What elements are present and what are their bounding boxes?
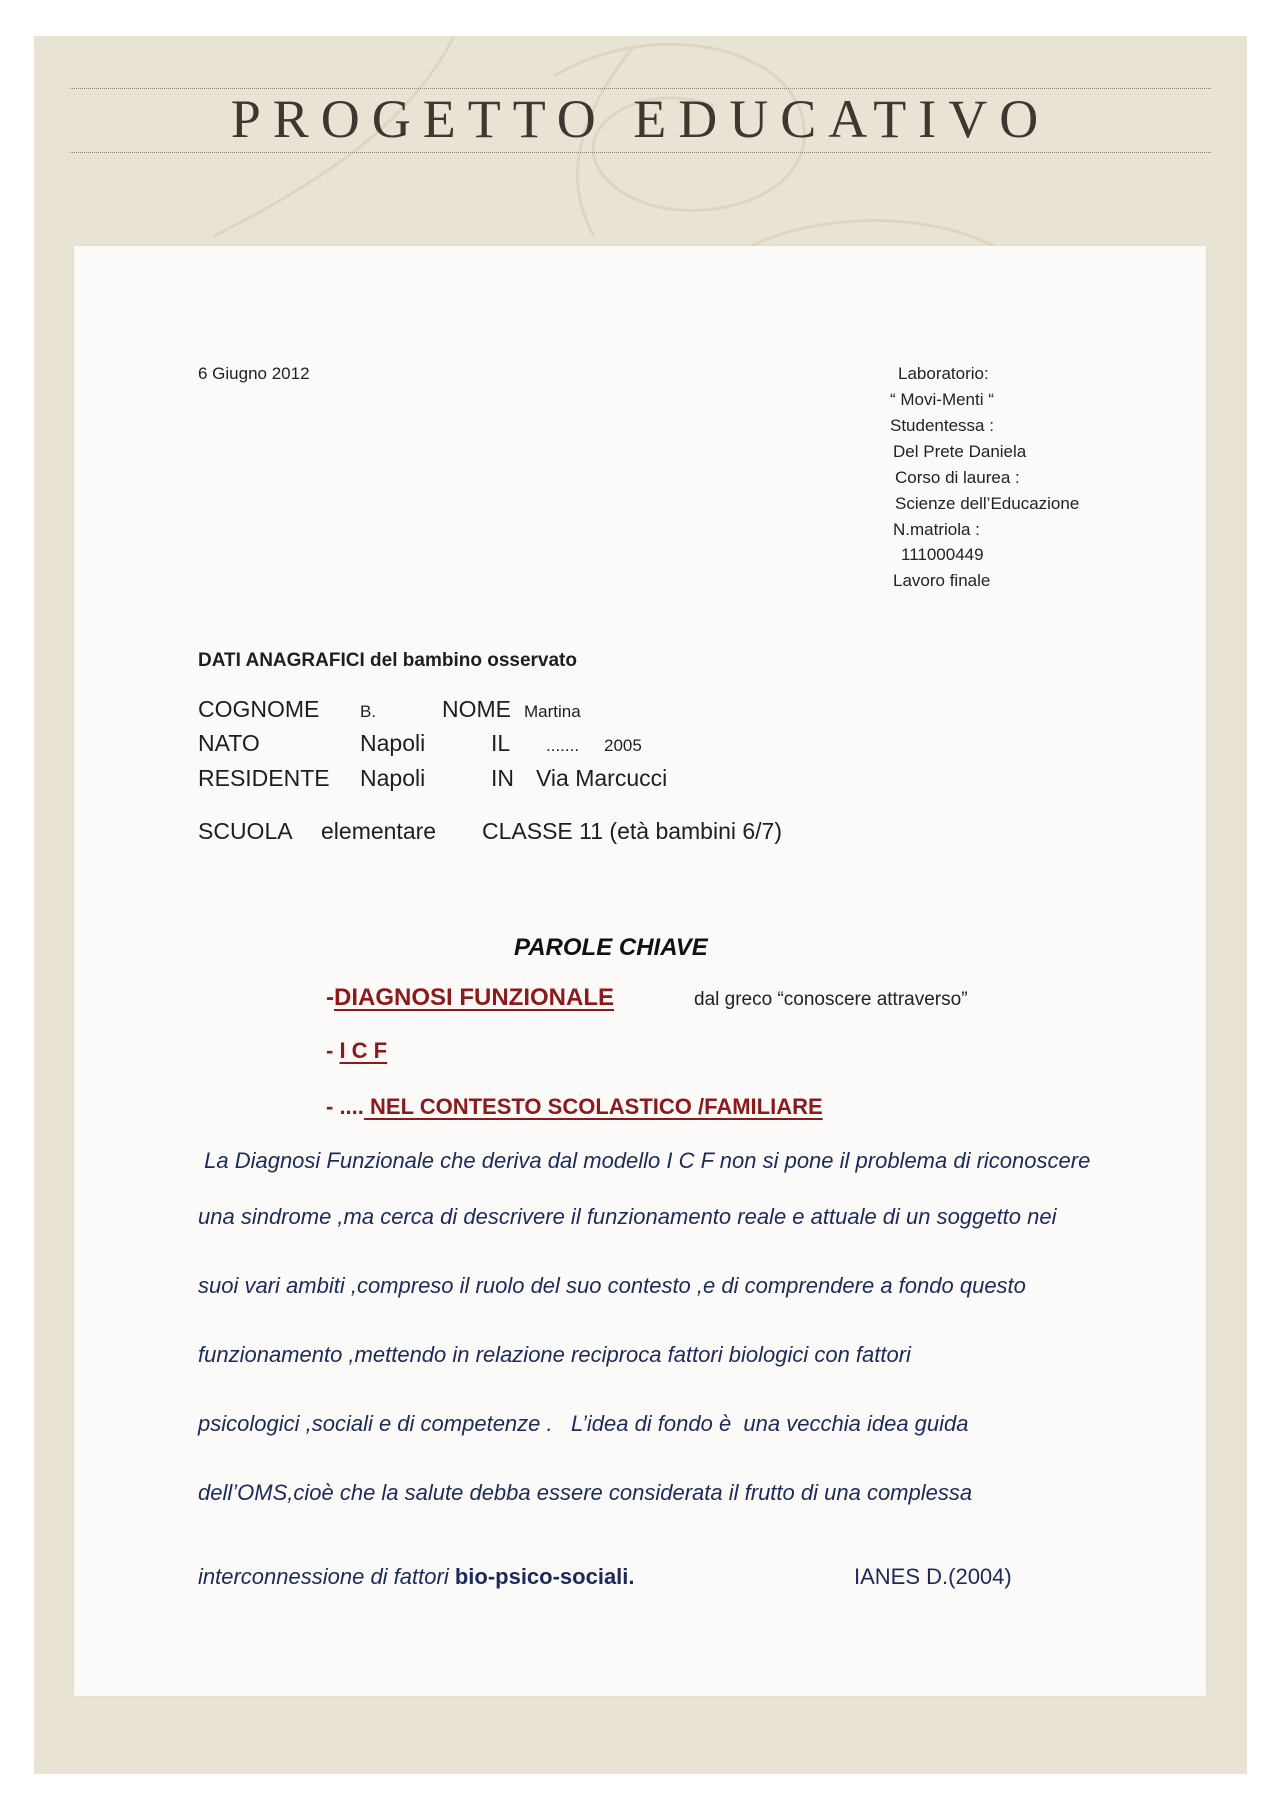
info-line: 111000449	[901, 545, 984, 564]
scuola-label: SCUOLA	[198, 818, 293, 844]
body-line: una sindrome ,ma cerca di descrivere il funzionamento reale e attuale di un soggetto nei	[198, 1204, 1057, 1229]
keyword-label: NEL CONTESTO SCOLASTICO /FAMILIARE	[363, 1094, 823, 1119]
keyword-label: DIAGNOSI FUNZIONALE	[334, 984, 614, 1011]
classe-text: CLASSE 11 (età bambini 6/7)	[482, 818, 783, 844]
body-last-bold: bio-psico-sociali.	[454, 1564, 635, 1589]
keyword-diagnosi	[326, 984, 614, 1012]
cognome-label: COGNOME	[198, 696, 320, 722]
nato-value: Napoli	[360, 730, 426, 756]
body-line: dell’OMS,cioè che la salute debba essere considerata il frutto di una complessa	[198, 1480, 973, 1505]
keyword-prefix: -	[326, 984, 334, 1011]
bottom-rule	[70, 152, 1211, 153]
document-sheet	[74, 246, 1206, 1696]
il-dots: .......	[546, 736, 580, 755]
nome-value: Martina	[524, 702, 581, 721]
body-last-text: interconnessione di fattori	[198, 1564, 455, 1589]
cognome-value: B.	[360, 702, 377, 721]
body-last-line	[198, 1564, 635, 1590]
residente-value: Napoli	[360, 765, 426, 791]
nato-label: NATO	[198, 730, 260, 756]
scuola-value: elementare	[321, 818, 437, 844]
nome-label: NOME	[442, 696, 511, 722]
keywords-heading: PAROLE CHIAVE	[514, 934, 708, 961]
info-line: Laboratorio:	[898, 364, 989, 383]
keyword-prefix: - ....	[326, 1094, 364, 1119]
body-line: La Diagnosi Funzionale che deriva dal modello I C F non si pone il problema di riconoscere	[198, 1148, 1091, 1173]
info-line: Lavoro finale	[893, 571, 991, 590]
keyword-prefix: -	[326, 1038, 340, 1063]
residente-label: RESIDENTE	[198, 765, 330, 791]
keyword-icf	[326, 1038, 387, 1064]
anagrafica-heading: DATI ANAGRAFICI del bambino osservato	[198, 650, 577, 671]
keyword-contesto	[326, 1094, 823, 1120]
il-label: IL	[491, 730, 511, 756]
info-line: “ Movi-Menti “	[890, 390, 994, 409]
document-date: 6 Giugno 2012	[198, 364, 310, 383]
info-line: Corso di laurea :	[895, 468, 1020, 487]
il-year: 2005	[604, 736, 642, 755]
keyword-note: dal greco “conoscere attraverso”	[694, 989, 968, 1010]
info-line: Del Prete Daniela	[893, 442, 1027, 461]
body-line: psicologici ,sociali e di competenze . L’idea di fondo è una vecchia idea guida	[198, 1411, 969, 1436]
in-value: Via Marcucci	[536, 765, 668, 791]
info-line: Scienze dell’Educazione	[895, 494, 1080, 513]
body-line: funzionamento ,mettendo in relazione reciproca fattori biologici con fattori	[198, 1342, 911, 1367]
in-label: IN	[491, 765, 514, 791]
page-title: PROGETTO EDUCATIVO	[230, 89, 1051, 149]
body-line: suoi vari ambiti ,compreso il ruolo del suo contesto ,e di comprendere a fondo questo	[198, 1273, 1026, 1298]
info-line: Studentessa :	[890, 416, 994, 435]
citation: IANES D.(2004)	[854, 1564, 1012, 1589]
info-line: N.matriola :	[893, 520, 980, 539]
keyword-label: I C F	[339, 1038, 388, 1063]
